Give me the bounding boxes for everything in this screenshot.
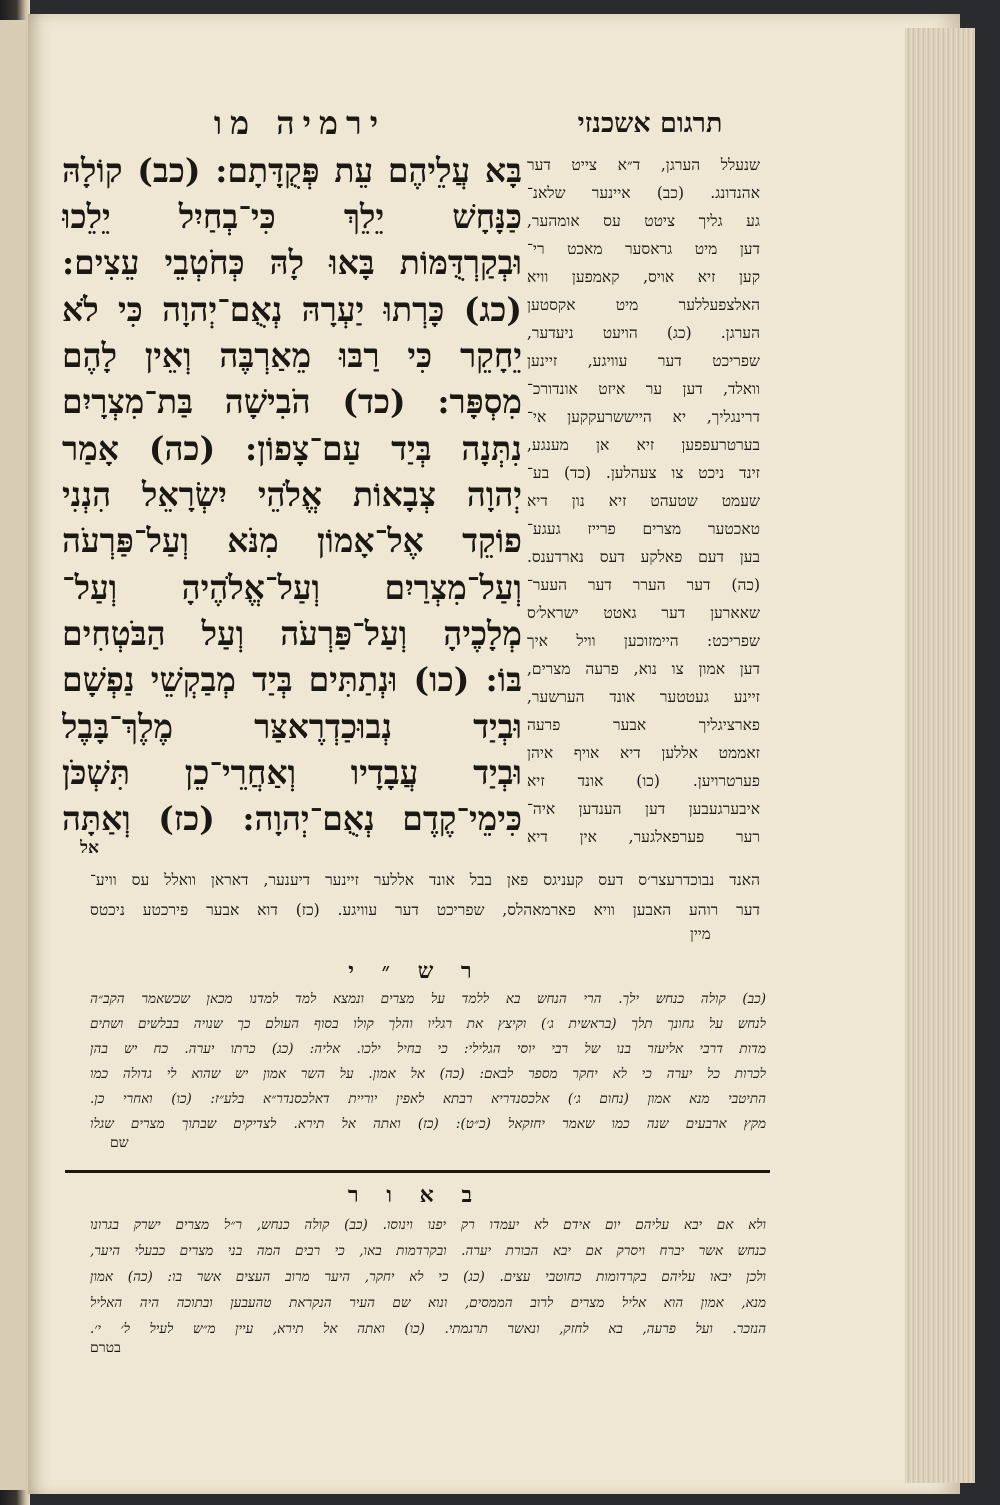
translation-line: זיינע געטטער אונד הערשער, — [527, 688, 760, 706]
biur-line: כנחש אשר יברח ויסרק אם יבא הבורת יערה. ובקרדמות באו, כי רבים המה בני מצרים כבעלי היער, — [90, 1243, 766, 1259]
translation-line: הערגן. (כג) הויעט ניעדער, — [527, 324, 760, 342]
translation-line: זאממט אללען דיא אויף איהן — [527, 744, 760, 762]
rashi-title: ר ש ״ י — [348, 958, 482, 984]
translation-line: וואלד, דען ער איזט אונדורכ־ — [527, 380, 760, 398]
main-text-line: מִסְפָּר: (כד) הֹבִישָׁה בַּת־מִצְרָיִם — [62, 382, 522, 421]
main-text-line: בָּא עֲלֵיהֶם עֵת פְּקֻדָּתָם: (כב) קוֹלָהּ — [62, 151, 522, 190]
main-text-line: יְהוָה צְבָאוֹת אֱלֹהֵי יִשְׂרָאֵל הִנְנִי — [62, 475, 522, 514]
translation-line: פארציגליך אבער פרעה — [527, 716, 760, 734]
rashi-line: לנחש על גחונך תלך (בראשית ג׳) וקיצץ את רגליו והלך קולו בסוף העולם כך שנויה בבלשים ושתים — [90, 1016, 766, 1032]
background-strip — [975, 0, 1000, 1505]
book-chapter-title: ירמיה מו — [213, 104, 387, 142]
biur-line: מנא, אמון הוא אליל מצרים לרוב הממסים, ונוא שם העיר הנקראת טהעבען ובתוכה היה האליל — [90, 1295, 766, 1311]
rashi-line: (כב) קולה כנחש ילך. הרי הנחש בא ללמד על מצרים ונמצא למד למדנו מכאן שכשאמר הקב״ה — [90, 991, 766, 1007]
main-text-line: כִּימֵי־קֶדֶם נְאֻם־יְהוָה: (כז) וְאַתָּה — [62, 799, 522, 838]
main-text-line: מְלָכֶיהָ וְעַל־פַּרְעֹה וְעַל הַבֹּטְחִים — [62, 614, 522, 653]
rashi-line: מדות דרבי אליעזר בנו של רבי יוסי הגלילי: כי בחיל ילכו. אליה: (כג) כרתו יערה. כח יש בהן — [90, 1041, 766, 1057]
rashi-line: מקץ ארבעים שנה כמו שאמר יחזקאל (כ״ט): (כז) ואתה אל תירא. לצדיקים שבתוך מצרים שגלו — [90, 1116, 766, 1132]
main-text-line: וּבְקַרְדֻּמּוֹת בָּאוּ לָהּ כְּחֹטְבֵי עֵצִים: — [62, 243, 522, 282]
translation-line: (כה) דער הערר דער העער־ — [527, 576, 760, 594]
rashi-catchword: שם — [110, 1135, 129, 1151]
translation-line: שנעלל הערגן, ד״א צייט דער — [527, 156, 760, 174]
rashi-line: התיטבי מנא אמון (נחום ג׳) אלכסנדריא רבתא לאפין יוריית דאלכסנדר״א בלע״ז: (כו) ואחרי כן. — [90, 1091, 766, 1107]
main-text-line: בּוֹ: (כו) וּנְתַתִּים בְּיַד מְבַקְשֵׁי נַפְשָׁם — [62, 660, 522, 699]
main-text-line: נִתְּנָה בְּיַד עַם־צָפוֹן: (כה) אָמַר — [62, 429, 522, 468]
main-text-line: פוֹקֵד אֶל־אָמוֹן מִנֹּא וְעַל־פַּרְעֹה — [62, 521, 522, 560]
translation-wide-line: האנד נבוכדרעצר׳ס דעס קעניגס פאן בבל אונד אללער זיינער דיענער, דאראן וואלל עס וויע־ — [90, 871, 760, 889]
section-divider — [65, 1170, 770, 1173]
biur-line: הנזכר. ועל פרעה, בא לחזק, ונאשר תרגמתי. (כו) ואתה אל תירא, עיין מ״ש לעיל ל׳ י׳. — [90, 1321, 766, 1337]
main-catchword: אל — [80, 838, 99, 858]
translation-line: איבערגעבען דען הענדען איה־ — [527, 800, 760, 818]
main-text-line: כַּנָּחָשׁ יֵלֵךְ כִּי־בְחַיִל יֵלֵכוּ — [62, 197, 522, 236]
translation-line: שפריכט דער עוויגע, זיינען — [527, 352, 760, 370]
translation-line: דען אמון צו נוא, פרעה מצרים, — [527, 660, 760, 678]
translation-line: שפריכט: היימזוכען וויל איך — [527, 632, 760, 650]
translation-line: שאארען דער גאטט ישראל׳ס — [527, 604, 760, 622]
translation-line: בערטרעפפען זיא אן מענגע, — [527, 436, 760, 454]
translation-line: דען מיט גראסער מאכט רי־ — [527, 240, 760, 258]
translation-line: פערטרויען. (כו) אונד זיא — [527, 772, 760, 790]
translation-line: רער פערפאלגער, אין דיא — [527, 828, 760, 846]
translation-line: טאכטער מצרים פרייז געגע־ — [527, 520, 760, 538]
biur-line: ולכן יבאו עליהם בקרדומות כחוטבי עצים. (כג) כי לא יחקר, היער מרוב העצים אשר בו: (כה) אמון — [90, 1269, 766, 1285]
page-stack-edges — [905, 28, 977, 1483]
translation-line: האלצפעללער מיט אקסטען — [527, 296, 760, 314]
rashi-line: לכרות כל יערה כי לא יחקר מספר לבאם: (כה) אל אמון. על השר אמון יש שהוא לי גדולה כמו — [90, 1066, 766, 1082]
translation-catchword: מיין — [690, 925, 711, 943]
translation-line: דרינגליך, יא הייששרעקקען אי־ — [527, 408, 760, 426]
translation-column-title: תרגום אשכנזי — [577, 108, 723, 139]
translation-wide-line: דער רוהע האבען וויא פארמאהלס, שפריכט דער עוויגע. (כז) דוא אבער פירכטע ניכטס — [90, 901, 760, 919]
biur-catchword: בטרם — [90, 1340, 121, 1356]
previous-page-edge — [0, 20, 26, 1490]
main-text-line: (כג) כָּרְתוּ יַעְרָהּ נְאֻם־יְהוָה כִּי לֹא — [62, 290, 522, 329]
translation-line: שעמט שטעהט זיא נון דיא — [527, 492, 760, 510]
main-text-line: וּבְיַד נְבוּכַדְרֶאצַּר מֶלֶךְ־בָּבֶל — [62, 707, 522, 746]
main-text-line: יֵחָקֵר כִּי רַבּוּ מֵאַרְבֶּה וְאֵין לָהֶם — [62, 336, 522, 375]
translation-line: בען דעם פאלקע דעס נארדענס. — [527, 548, 760, 566]
translation-line: קען זיא אויס, קאמפען וויא — [527, 268, 760, 286]
main-text-line: וּבְיַד עֲבָדָיו וְאַחֲרֵי־כֵן תִּשְׁכֹּן — [62, 753, 522, 792]
biur-title: ב א ו ר — [347, 1182, 483, 1208]
translation-line: גע גליך ציטט עס אומהער, — [527, 212, 760, 230]
translation-line: זינד ניכט צו צעהלען. (כד) בע־ — [527, 464, 760, 482]
biur-line: ולא אם יבא עליהם יום אידם לא יעמדו רק יפנו וינוסו. (כב) קולה כנחש, ר״ל מצרים ישרק בגרונו — [90, 1217, 766, 1233]
main-text-line: וְעַל־מִצְרַיִם וְעַל־אֱלֹהֶיהָ וְעַל־ — [62, 568, 522, 607]
translation-line: אהנדונג. (כב) איינער שלאנ־ — [527, 184, 760, 202]
